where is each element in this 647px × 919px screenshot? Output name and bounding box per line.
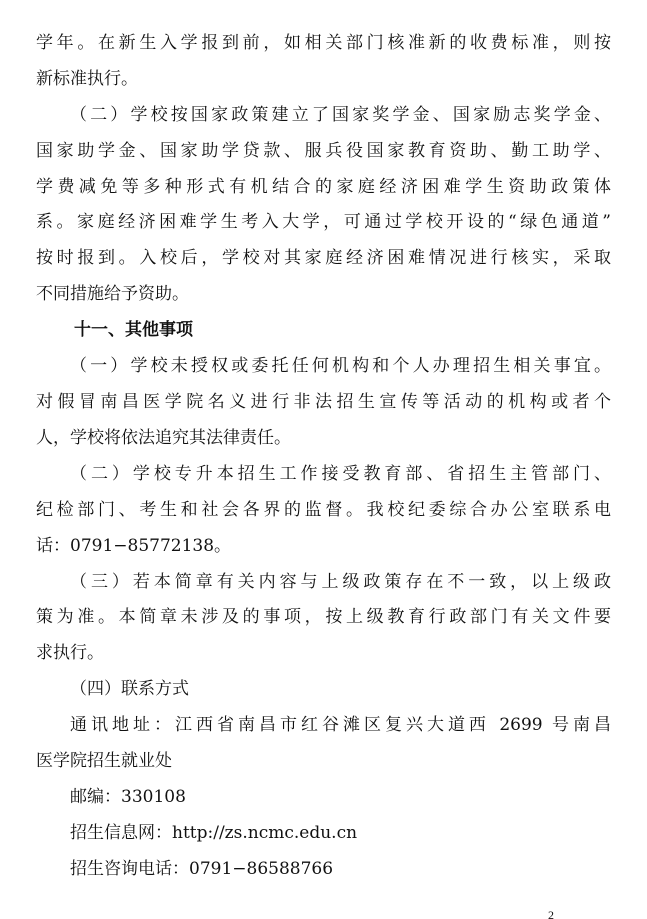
text-line-21: 医学院招生就业处 [36, 751, 172, 771]
text-line-10: （一）学校未授权或委托任何机构和个人办理招生相关事宜。 [70, 356, 611, 376]
text-line-14: 纪检部门、考生和社会各界的监督。我校纪委综合办公室联系电 [36, 500, 611, 520]
text-line-11: 对假冒南昌医学院名义进行非法招生宣传等活动的机构或者个 [36, 392, 611, 412]
text-line-7: 按时报到。入校后，学校对其家庭经济困难情况进行核实，采取 [36, 248, 611, 268]
text-line-4: 国家助学金、国家助学贷款、服兵役国家教育资助、勤工助学、 [36, 141, 611, 161]
text-line-13: （二）学校专升本招生工作接受教育部、省招生主管部门、 [70, 464, 611, 484]
text-line-3: （二）学校按国家政策建立了国家奖学金、国家励志奖学金、 [70, 105, 611, 125]
text-line-2: 新标准执行。 [36, 69, 138, 89]
text-line-23: 招生信息网：http://zs.ncmc.edu.cn [70, 823, 358, 843]
text-line-6: 系。家庭经济困难学生考入大学，可通过学校开设的“绿色通道” [36, 212, 611, 232]
section-heading: 十一、其他事项 [74, 320, 193, 340]
text-line-18: 求执行。 [36, 643, 104, 663]
text-line-8: 不同措施给予资助。 [36, 284, 189, 304]
text-line-22: 邮编：330108 [70, 787, 186, 807]
text-line-5: 学费减免等多种形式有机结合的家庭经济困难学生资助政策体 [36, 177, 611, 197]
text-line-24: 招生咨询电话：0791−86588766 [70, 859, 334, 879]
text-line-16: （三）若本简章有关内容与上级政策存在不一致，以上级政 [70, 572, 611, 592]
text-line-19: （四）联系方式 [70, 679, 189, 699]
page-number: 2 [548, 908, 554, 919]
text-line-12: 人，学校将依法追究其法律责任。 [36, 428, 291, 448]
text-line-20: 通讯地址：江西省南昌市红谷滩区复兴大道西 2699 号南昌 [70, 715, 611, 735]
text-line-17: 策为准。本简章未涉及的事项，按上级教育行政部门有关文件要 [36, 607, 611, 627]
text-line-1: 学年。在新生入学报到前，如相关部门核准新的收费标准，则按 [36, 33, 611, 53]
text-line-15: 话：0791−85772138。 [36, 536, 232, 556]
